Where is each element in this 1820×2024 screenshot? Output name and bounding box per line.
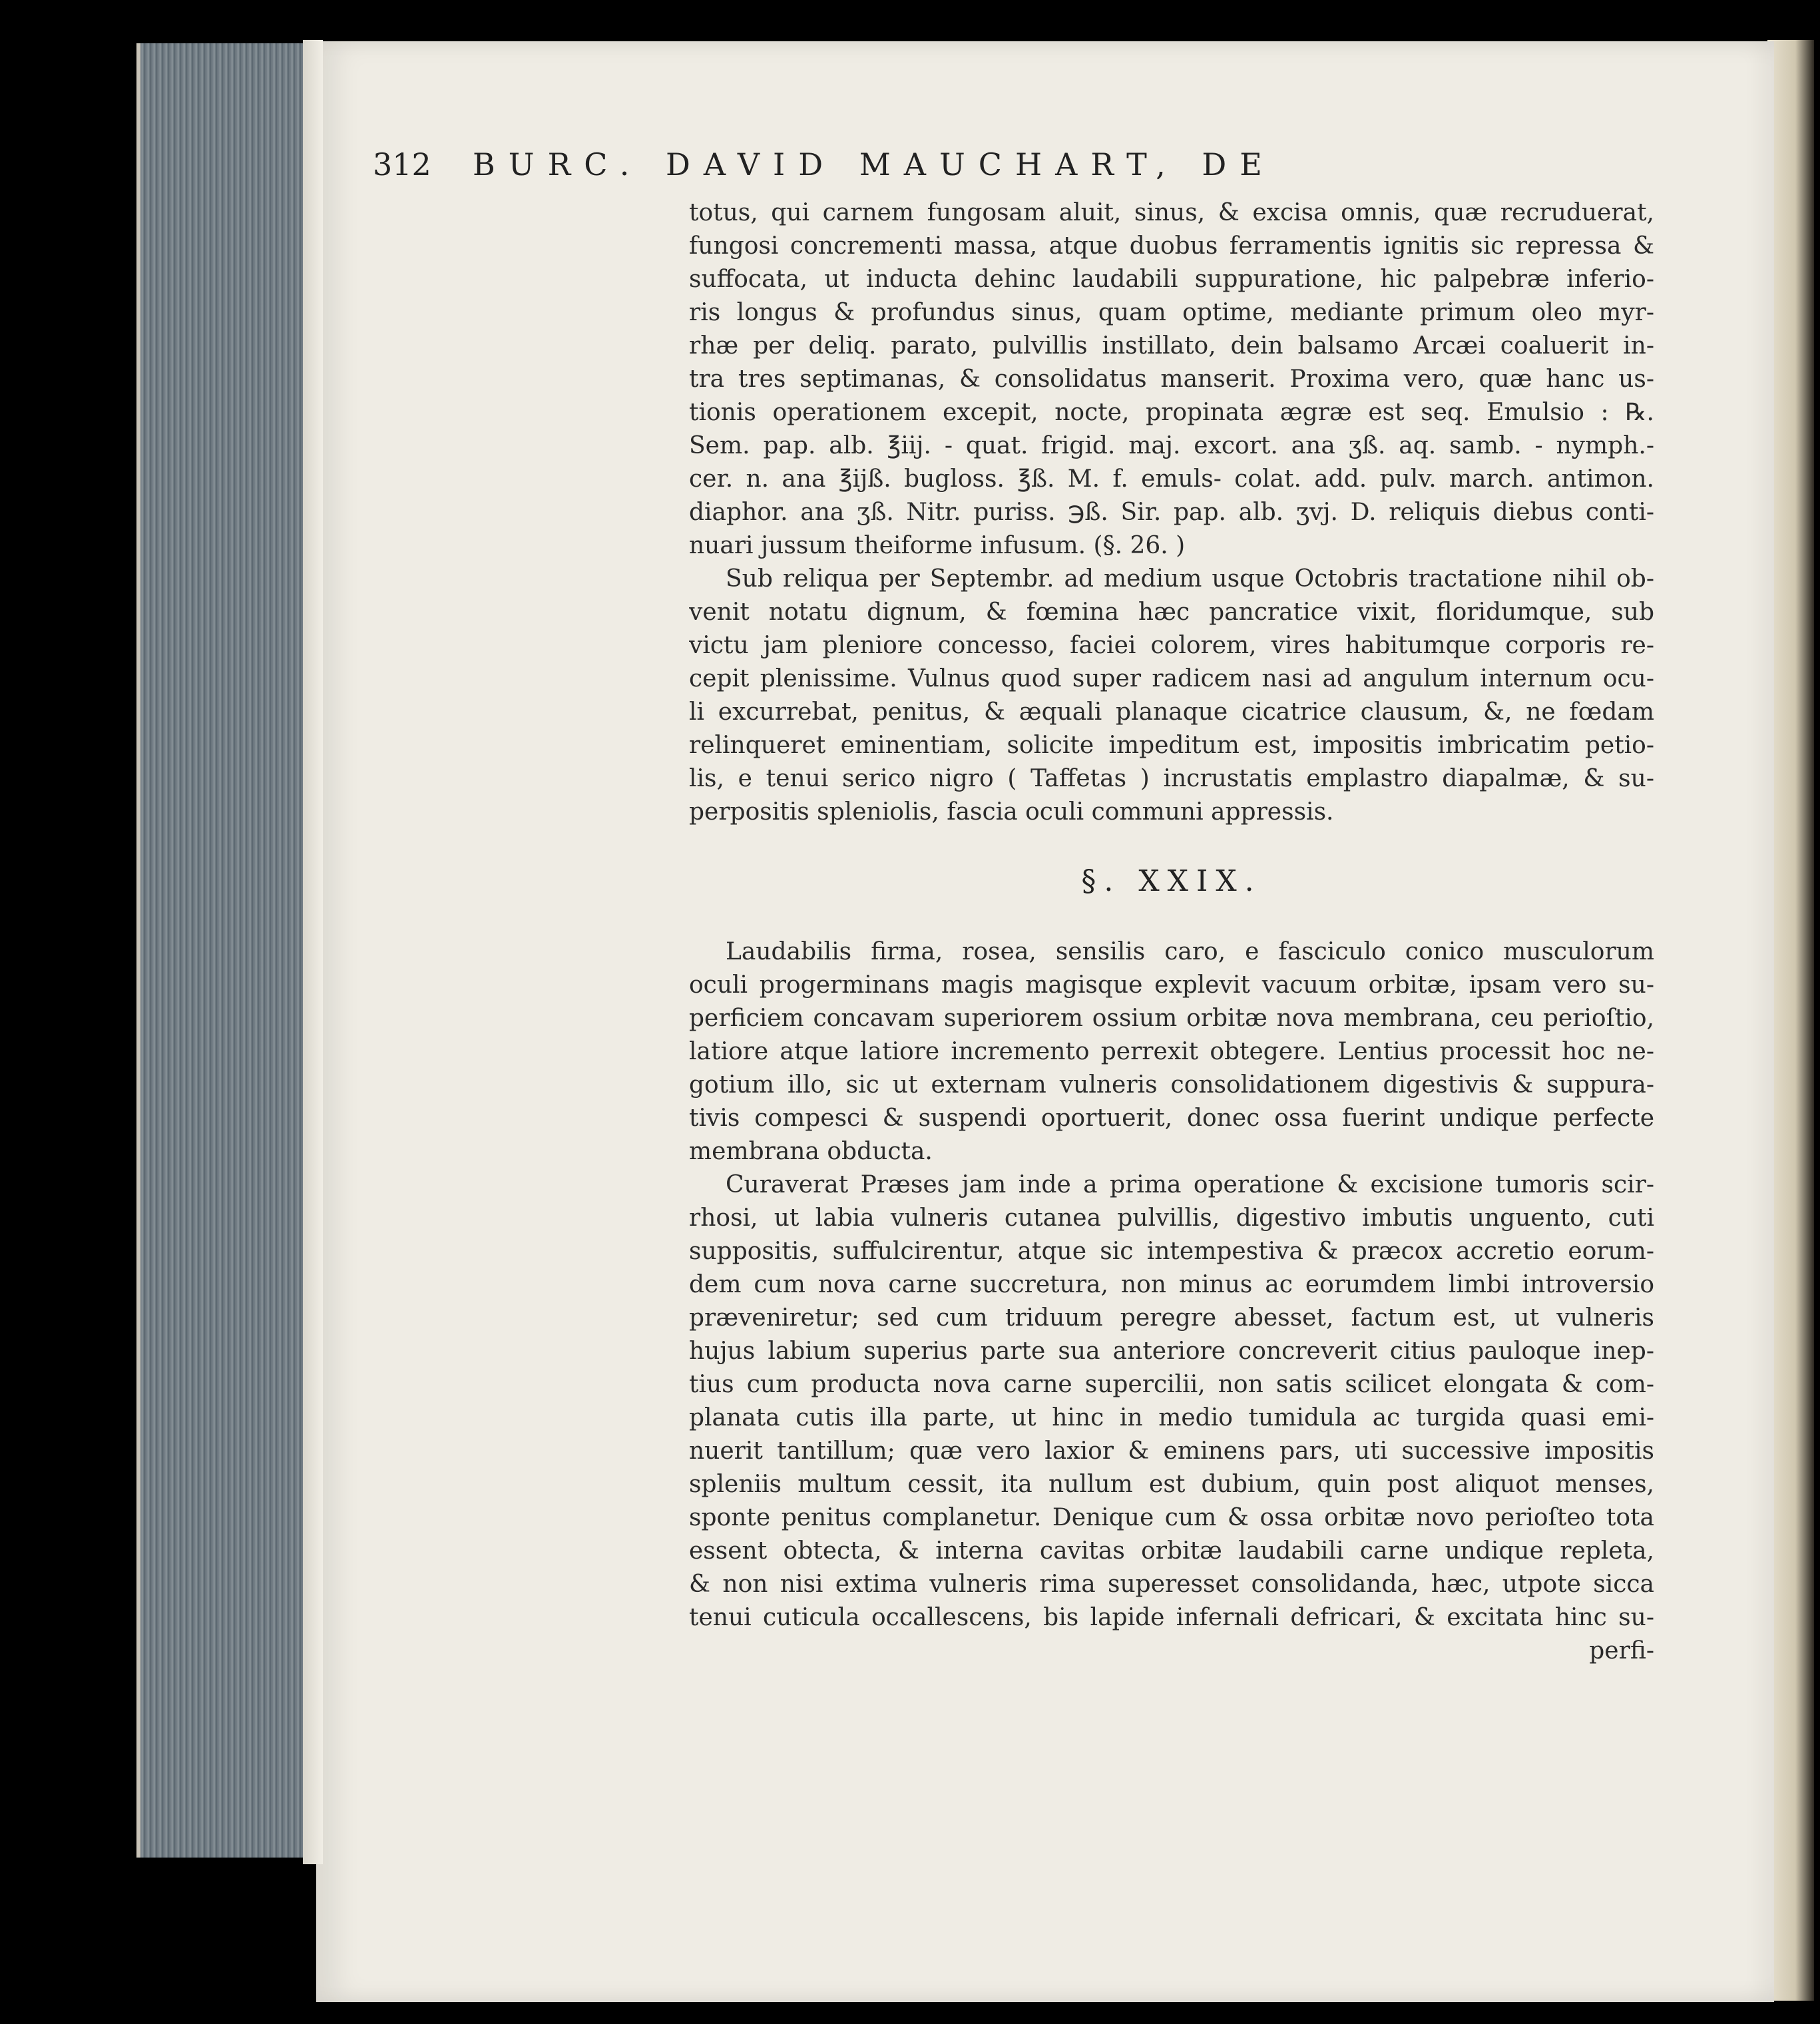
- text-line: tius cum producta nova carne supercilii, non satis scilicet elongata & com-: [689, 1371, 1654, 1398]
- text-line: totus, qui carnem fungosam aluit, sinus, & excisa omnis, quæ recruduerat,: [689, 199, 1654, 226]
- section-heading: §. XXIX.: [1081, 864, 1262, 898]
- text-line: perpositis spleniolis, fascia oculi communi appressis.: [689, 798, 1334, 826]
- text-line: latiore atque latiore incremento perrexit obtegere. Lentius processit hoc ne-: [689, 1038, 1654, 1065]
- page-header: [373, 146, 1651, 186]
- text-line: rhosi, ut labia vulneris cutanea pulvillis, digestivo imbutis unguento, cuti: [689, 1204, 1654, 1232]
- text-line: lis, e tenui serico nigro ( Taffetas ) incrustatis emplastro diapalmæ, & su-: [689, 765, 1654, 792]
- text-line: nuari jussum theiforme infusum. (§. 26. ): [689, 532, 1186, 559]
- paragraph-4: [689, 1168, 1654, 1668]
- text-line: ris longus & profundus sinus, quam optime, mediante primum oleo myr-: [689, 299, 1654, 326]
- text-line: tra tres septimanas, & consolidatus manserit. Proxima vero, quæ hanc us-: [689, 366, 1654, 393]
- text-line: præveniretur; sed cum triduum peregre abesset, factum est, ut vulneris: [689, 1304, 1654, 1332]
- text-line: victu jam pleniore concesso, faciei colorem, vires habitumque corporis re-: [689, 632, 1654, 659]
- text-line: Sub reliqua per Septembr. ad medium usque Octobris tractatione nihil ob-: [726, 565, 1654, 593]
- text-line: dem cum nova carne succretura, non minus ac eorumdem limbi introversio: [689, 1271, 1654, 1298]
- text-line: li excurrebat, penitus, & æquali planaque cicatrice clausum, &, ne fœdam: [689, 698, 1654, 726]
- text-line: essent obtecta, & interna cavitas orbitæ laudabili carne undique repleta,: [689, 1537, 1654, 1565]
- page-number: 312: [373, 146, 431, 182]
- paragraph-3: [689, 935, 1654, 1168]
- text-line: sponte penitus complanetur. Denique cum & ossa orbitæ novo perioſteo tota: [689, 1504, 1654, 1531]
- book-page-edges: [136, 43, 320, 1858]
- text-line: relinqueret eminentiam, solicite impeditum est, impositis imbricatim petio-: [689, 732, 1654, 759]
- text-line: cer. n. ana ℥ijß. bugloss. ℥ß. M. f. emuls- colat. add. pulv. march. antimon.: [689, 465, 1654, 493]
- text-line: tivis compesci & suspendi oportuerit, donec ossa fuerint undique perfecte: [689, 1105, 1654, 1132]
- text-line: Laudabilis firma, rosea, sensilis caro, e fasciculo conico musculorum: [726, 938, 1654, 965]
- paragraph-2: [689, 563, 1654, 829]
- text-line: spleniis multum cessit, ita nullum est dubium, quin post aliquot menses,: [689, 1471, 1654, 1498]
- book-right-edge: [1767, 40, 1814, 2001]
- running-head: BURC. DAVID MAUCHART, DE: [473, 146, 1275, 182]
- book-gutter: [303, 40, 323, 1864]
- text-line: oculi progerminans magis magisque explevit vacuum orbitæ, ipsam vero su-: [689, 971, 1654, 999]
- text-line: fungosi concrementi massa, atque duobus ferramentis ignitis sic repressa &: [689, 232, 1654, 260]
- text-line: suffocata, ut inducta dehinc laudabili suppuratione, hic palpebræ inferio-: [689, 266, 1654, 293]
- text-line: suppositis, suffulcirentur, atque sic intempestiva & præcox accretio eorum-: [689, 1238, 1654, 1265]
- text-line: hujus labium superius parte sua anteriore concreverit citius pauloque inep-: [689, 1338, 1654, 1365]
- text-line: nuerit tantillum; quæ vero laxior & eminens pars, uti successive impositis: [689, 1437, 1654, 1465]
- text-line: perficiem concavam superiorem ossium orbitæ nova membrana, ceu perioſtio,: [689, 1005, 1654, 1032]
- text-line: tionis operationem excepit, nocte, propinata ægræ est seq. Emulsio : ℞.: [689, 399, 1654, 426]
- text-line: cepit plenissime. Vulnus quod super radicem nasi ad angulum internum ocu-: [689, 665, 1654, 692]
- text-line: gotium illo, sic ut externam vulneris consolidationem digestivis & suppura-: [689, 1071, 1654, 1099]
- text-line: & non nisi extima vulneris rima superesset consolidanda, hæc, utpote sicca: [689, 1571, 1654, 1598]
- text-line: Sem. pap. alb. ℥iij. - quat. frigid. maj. excort. ana ʒß. aq. samb. - nymph.-: [689, 432, 1654, 459]
- text-block-bottom: [689, 935, 1654, 1668]
- text-line: planata cutis illa parte, ut hinc in medio tumidula ac turgida quasi emi-: [689, 1404, 1654, 1431]
- catchword: perfi-: [1589, 1637, 1654, 1664]
- text-line: diaphor. ana ʒß. Nitr. puriss. ℈ß. Sir. pap. alb. ʒvj. D. reliquis diebus conti-: [689, 499, 1654, 526]
- text-line: membrana obducta.: [689, 1138, 933, 1165]
- paragraph-1: [689, 196, 1654, 563]
- text-line: Curaverat Præses jam inde a prima operatione & excisione tumoris scir-: [726, 1171, 1654, 1198]
- text-line: venit notatu dignum, & fœmina hæc pancratice vixit, floridumque, sub: [689, 599, 1654, 626]
- text-line: rhæ per deliq. parato, pulvillis instillato, dein balsamo Arcæi coaluerit in-: [689, 332, 1654, 360]
- text-line: tenui cuticula occallescens, bis lapide infernali defricari, & excitata hinc su-: [689, 1604, 1654, 1631]
- text-block-top: [689, 196, 1654, 829]
